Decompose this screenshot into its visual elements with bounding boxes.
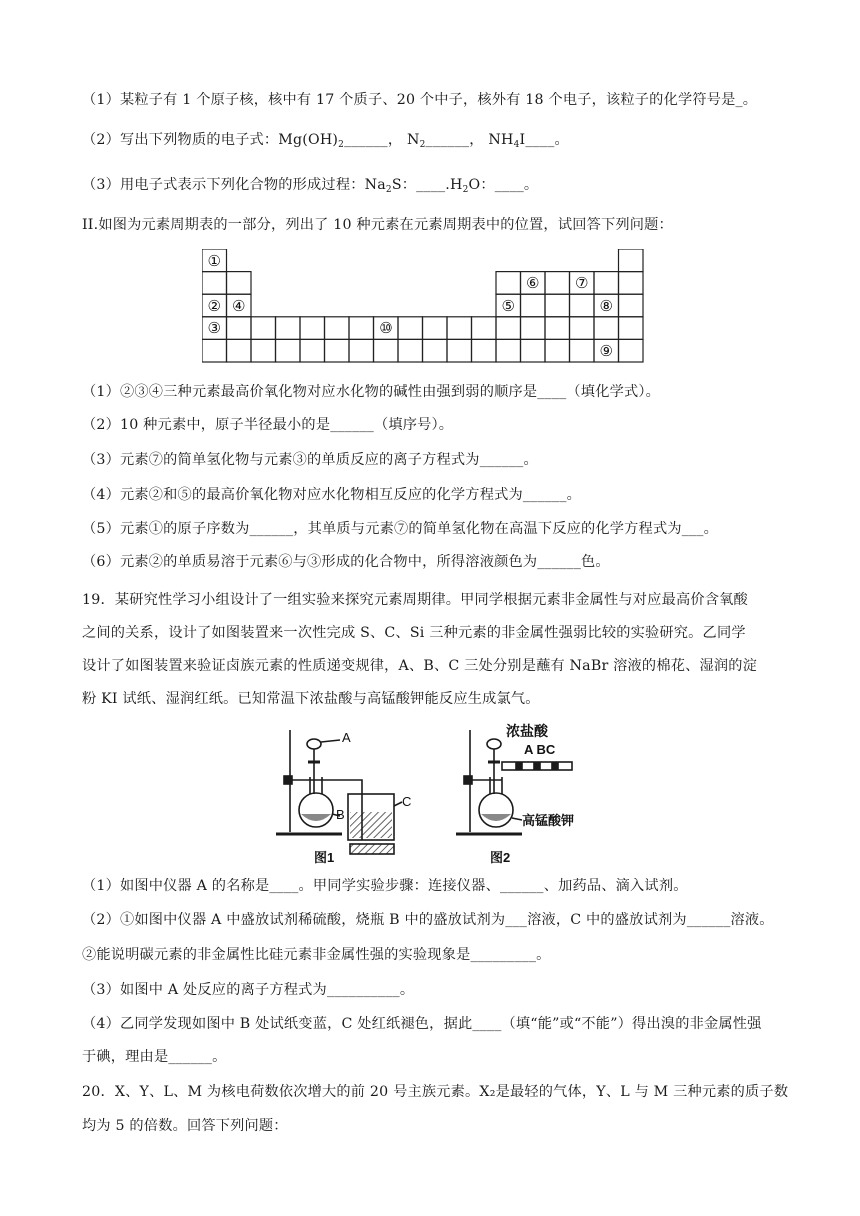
figure-1-caption: 图1 xyxy=(314,850,335,865)
element-8-label: ⑧ xyxy=(599,297,613,315)
figure-1-apparatus xyxy=(276,730,402,854)
element-9-label: ⑨ xyxy=(599,342,613,360)
q19-question-2a: （2）①如图中仪器 A 中盛放试剂稀硫酸，烧瓶 B 中的盛放试剂为___溶液，C 中的盛放试剂为______溶液。 xyxy=(82,912,774,928)
q19-paragraph-line-4: 粉 KI 试纸、湿润红纸。已知常温下浓盐酸与高锰酸钾能反应生成氯气。 xyxy=(82,691,540,707)
part-2-question-2: （2）10 种元素中，原子半径最小的是______（填序号）。 xyxy=(82,417,454,433)
q19-question-2b: ②能说明碳元素的非金属性比硅元素非金属性强的实验现象是_________。 xyxy=(82,947,551,963)
part-2-question-1: （1）②③④三种元素最高价氧化物对应水化物的碱性由强到弱的顺序是____（填化学式）。 xyxy=(82,384,661,400)
part-2-question-3: （3）元素⑦的简单氢化物与元素③的单质反应的离子方程式为______。 xyxy=(82,452,538,468)
apparatus-drawing xyxy=(270,722,590,868)
periodic-table-grid xyxy=(202,249,652,363)
element-6-label: ⑥ xyxy=(525,274,540,292)
figure-2-caption: 图2 xyxy=(490,850,511,865)
part-2-intro: II.如图为元素周期表的一部分，列出了 10 种元素在元素周期表中的位置，试回答下列问题： xyxy=(82,217,673,233)
part-2-question-6: （6）元素②的单质易溶于元素⑥与③形成的化合物中，所得溶液颜色为______色。 xyxy=(82,554,610,570)
question-2-electron-formula: （2）写出下列物质的电子式：$Mg(OH)_2\_\_\_\_\_\_$， $N_2\_\_\_\_\_\_$， $NH_4I\_\_\_\_$。 xyxy=(82,132,569,150)
q19-paragraph-line-1: 19．某研究性学习小组设计了一组实验来探究元素周期律。甲同学根据元素非金属性与对应最高价含氧酸 xyxy=(82,592,748,608)
fig2-label-abc: A BC xyxy=(524,742,556,757)
fig1-label-c: C xyxy=(402,794,412,809)
fig2-label-kmno4: 高锰酸钾 xyxy=(522,813,575,828)
element-7-label: ⑦ xyxy=(574,274,589,292)
q19-question-4a: （4）乙同学发现如图中 B 处试纸变蓝，C 处红纸褪色，据此____（填“能”或“不能”）得出溴的非金属性强 xyxy=(82,1016,762,1032)
element-10-label: ⑩ xyxy=(379,319,393,337)
q20-paragraph-line-2: 均为 5 的倍数。回答下列问题： xyxy=(82,1118,288,1134)
element-3-label: ③ xyxy=(207,319,221,337)
periodic-table-figure xyxy=(202,249,652,363)
element-1-label: ① xyxy=(207,252,221,270)
part-2-question-4: （4）元素②和⑤的最高价氧化物对应水化物相互反应的化学方程式为______。 xyxy=(82,487,582,503)
part-2-question-5: （5）元素①的原子序数为______，其单质与元素⑦的简单氢化物在高温下反应的化学方程式为___。 xyxy=(82,521,718,537)
element-2-label: ② xyxy=(207,297,221,315)
apparatus-figure xyxy=(270,722,590,868)
q19-paragraph-line-3: 设计了如图装置来验证卤族元素的性质递变规律，A、B、C 三处分别是蘸有 NaBr 溶液的棉花、湿润的淀 xyxy=(82,658,758,674)
fig1-label-b: B xyxy=(336,807,345,822)
element-5-label: ⑤ xyxy=(501,297,515,315)
q19-question-4b: 于碘，理由是______。 xyxy=(82,1049,227,1065)
question-1-particle: （1）某粒子有 1 个原子核，核中有 17 个质子、20 个中子，核外有 18 个电子，该粒子的化学符号是_。 xyxy=(82,92,758,108)
fig1-label-a: A xyxy=(342,730,351,745)
fig2-label-acid: 浓盐酸 xyxy=(506,723,548,739)
question-3-formation-process: （3）用电子式表示下列化合物的形成过程：$Na_2S$：$\_\_\_\_.H_2O$：____。 xyxy=(82,177,539,195)
element-4-label: ④ xyxy=(231,297,246,315)
q19-question-1: （1）如图中仪器 A 的名称是____。甲同学实验步骤：连接仪器、______、加药品、滴入试剂。 xyxy=(82,878,688,894)
q19-paragraph-line-2: 之间的关系，设计了如图装置来一次性完成 S、C、Si 三种元素的非金属性强弱比较的实验研究。乙同学 xyxy=(82,625,746,641)
q20-paragraph-line-1: 20．X、Y、L、M 为核电荷数依次增大的前 20 号主族元素。X₂是最轻的气体，Y、L 与 M 三种元素的质子数 xyxy=(82,1084,789,1100)
q19-question-3: （3）如图中 A 处反应的离子方程式为__________。 xyxy=(82,982,415,998)
